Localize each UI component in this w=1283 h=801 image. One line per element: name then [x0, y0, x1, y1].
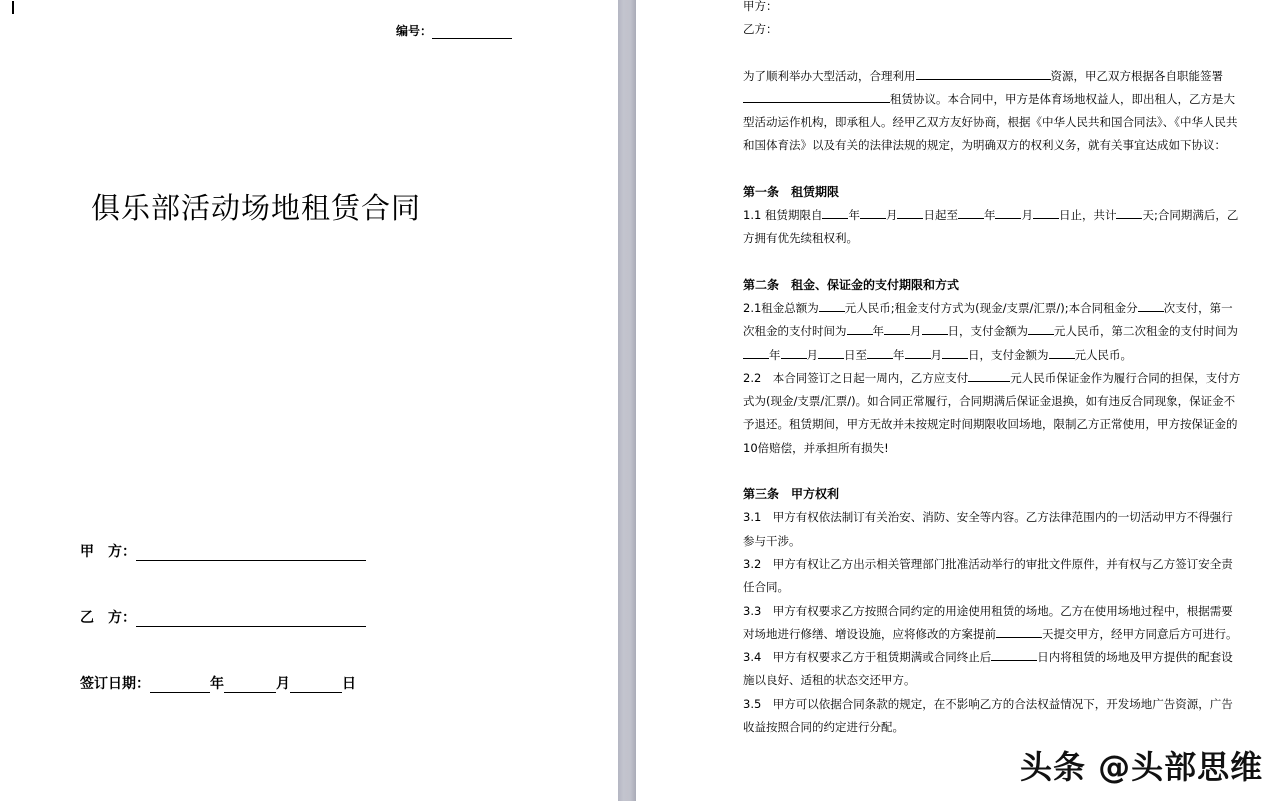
- sign-date-label: 签订日期：: [80, 676, 150, 692]
- page-separator: [618, 0, 636, 801]
- sign-date: [80, 673, 356, 693]
- clause-text: 天提交甲方，经甲方同意后方可进行。: [1042, 626, 1238, 641]
- blank[interactable]: [818, 346, 844, 359]
- blank[interactable]: [867, 346, 893, 359]
- intro-text: 租赁协议。本合同中，甲方是体育场地权益人，即出租人，乙方是大型活动运作机构，即承租人。经甲乙双方友好协商，根据《中华人民共和国合同法》、《中华人民共和国体育法》以及有关的法律法规的规定，为明确双方的权利义务，就有关事宜达成如下协议：: [743, 91, 1238, 153]
- clause-text: 日止，共计: [1058, 208, 1117, 223]
- clause-text: 元人民币;租金支付方式为(现金/支票/汇票/);本合同租金分: [844, 300, 1138, 315]
- clause-text: 日起至: [923, 208, 958, 223]
- blank[interactable]: [884, 322, 910, 335]
- deposit-blank[interactable]: [968, 369, 1010, 382]
- sign-year-blank[interactable]: [150, 678, 210, 693]
- intro-text: 资源，甲乙双方根据各自职能签署: [1050, 68, 1223, 83]
- right-page: [636, 0, 1283, 801]
- clause-text: 次支付，第一次租金的支付时间为: [743, 300, 1233, 339]
- clause-text: 2.2 本合同签订之日起一周内，乙方应支付: [743, 370, 969, 385]
- blank[interactable]: [995, 206, 1021, 219]
- clause-text: 日至: [844, 347, 867, 362]
- blank[interactable]: [897, 206, 923, 219]
- clause-2-2: [743, 367, 1241, 460]
- clause-text: 月: [885, 208, 898, 223]
- serial-number-field: [396, 22, 512, 39]
- party-a-signature: [80, 541, 366, 561]
- blank[interactable]: [847, 322, 873, 335]
- clause-3-1: 3.1 甲方有权依法制订有关治安、消防、安全等内容。乙方法律范围内的一切活动甲方不得强行参与干涉。: [743, 510, 1233, 548]
- clause-1-1: [743, 204, 1241, 251]
- clause-text: 元人民币。: [1074, 347, 1132, 362]
- serial-blank[interactable]: [432, 26, 512, 39]
- clause-text: 月: [910, 324, 922, 339]
- party-a-blank[interactable]: [136, 546, 366, 561]
- clause-text: 元人民币保证金作为履行合同的担保，支付方式为(现金/支票/汇票/)。如合同正常履行，合同期满后保证金退换，如有违反合同现象，保证金不予退还。租赁期间，甲方无故并未按规定时间期限收回场地，限制乙方正常使用，甲方按保证金的10倍赔偿，并承担所有损失!: [743, 370, 1241, 455]
- clause-3-4: [743, 646, 1241, 693]
- clause-text: 天;合同期满后，乙方拥有优先续租权利。: [743, 208, 1239, 246]
- clause-text: 年: [848, 208, 860, 223]
- days-blank[interactable]: [991, 648, 1037, 661]
- clause-text: 月: [806, 347, 818, 362]
- clause-3-3: [743, 600, 1241, 647]
- clause-text: 月: [930, 347, 942, 362]
- clause-text: 日，支付金额为: [968, 347, 1049, 362]
- blank[interactable]: [743, 346, 769, 359]
- clause-text: 日，支付金额为: [947, 324, 1028, 339]
- document-title: 俱乐部活动场地租赁合同: [91, 191, 422, 225]
- resource-blank[interactable]: [916, 67, 1051, 80]
- clause-text: 年: [769, 347, 781, 362]
- intro-text: 为了顺利举办大型活动，合理利用: [743, 68, 916, 83]
- article-3-heading: 第三条 甲方权利: [743, 487, 840, 502]
- clause-text: 2.1租金总额为: [743, 300, 819, 315]
- watermark: 头条 @头部思维: [1020, 748, 1264, 786]
- clause-text: 3.4 甲方有权要求乙方于租赁期满或合同终止后: [743, 650, 992, 665]
- blank[interactable]: [860, 206, 886, 219]
- clause-3-2: 3.2 甲方有权让乙方出示相关管理部门批准活动举行的审批文件原件，并有权与乙方签订安全责任合同。: [743, 556, 1233, 595]
- sign-day-blank[interactable]: [290, 678, 342, 693]
- blank[interactable]: [922, 322, 948, 335]
- clause-text: 月: [1021, 208, 1033, 223]
- article-1-heading: 第一条 租赁期限: [743, 184, 840, 199]
- clause-text: 年: [893, 347, 905, 362]
- blank[interactable]: [819, 299, 845, 312]
- blank[interactable]: [1138, 299, 1164, 312]
- intro-paragraph: [743, 65, 1241, 158]
- serial-label: 编号：: [396, 24, 433, 38]
- party-a-line: 甲方：: [743, 0, 778, 13]
- blank[interactable]: [1116, 206, 1142, 219]
- year-label: 年: [210, 676, 224, 692]
- blank[interactable]: [905, 346, 931, 359]
- sign-month-blank[interactable]: [224, 678, 276, 693]
- clause-2-1: [743, 297, 1241, 367]
- days-blank[interactable]: [996, 625, 1042, 638]
- agreement-blank[interactable]: [743, 90, 890, 103]
- blank[interactable]: [1033, 206, 1059, 219]
- month-label: 月: [276, 676, 290, 692]
- contract-body: [743, 0, 1241, 739]
- article-2-heading: 第二条 租金、保证金的支付期限和方式: [743, 277, 960, 292]
- blank[interactable]: [942, 346, 968, 359]
- left-page: [0, 0, 618, 801]
- party-b-label: 乙 方：: [80, 610, 136, 626]
- text-cursor: [12, 1, 14, 14]
- party-b-blank[interactable]: [136, 612, 366, 627]
- blank[interactable]: [822, 206, 848, 219]
- clause-3-5: 3.5 甲方可以依据合同条款的规定，在不影响乙方的合法权益情况下，开发场地广告资源，广告收益按照合同的约定进行分配。: [743, 696, 1233, 735]
- clause-text: 3.3 甲方有权要求乙方按照合同约定的用途使用租赁的场地。乙方在使用场地过程中，根据需要对场地进行修缮、增设设施，应将修改的方案提前: [743, 603, 1233, 641]
- blank[interactable]: [958, 206, 984, 219]
- party-b-signature: [80, 607, 366, 627]
- clause-text: 年: [983, 208, 996, 223]
- day-label: 日: [342, 676, 356, 692]
- clause-text: 日内将租赁的场地及甲方提供的配套设施以良好、适租的状态交还甲方。: [743, 650, 1233, 688]
- blank[interactable]: [1049, 346, 1075, 359]
- clause-text: 年: [872, 324, 884, 339]
- blank[interactable]: [1028, 322, 1054, 335]
- clause-text: 1.1 租赁期限自: [743, 208, 823, 223]
- party-b-line: 乙方：: [743, 22, 778, 37]
- party-a-label: 甲 方：: [80, 544, 136, 560]
- blank[interactable]: [781, 346, 807, 359]
- clause-text: 元人民币，第二次租金的支付时间为: [1054, 324, 1238, 339]
